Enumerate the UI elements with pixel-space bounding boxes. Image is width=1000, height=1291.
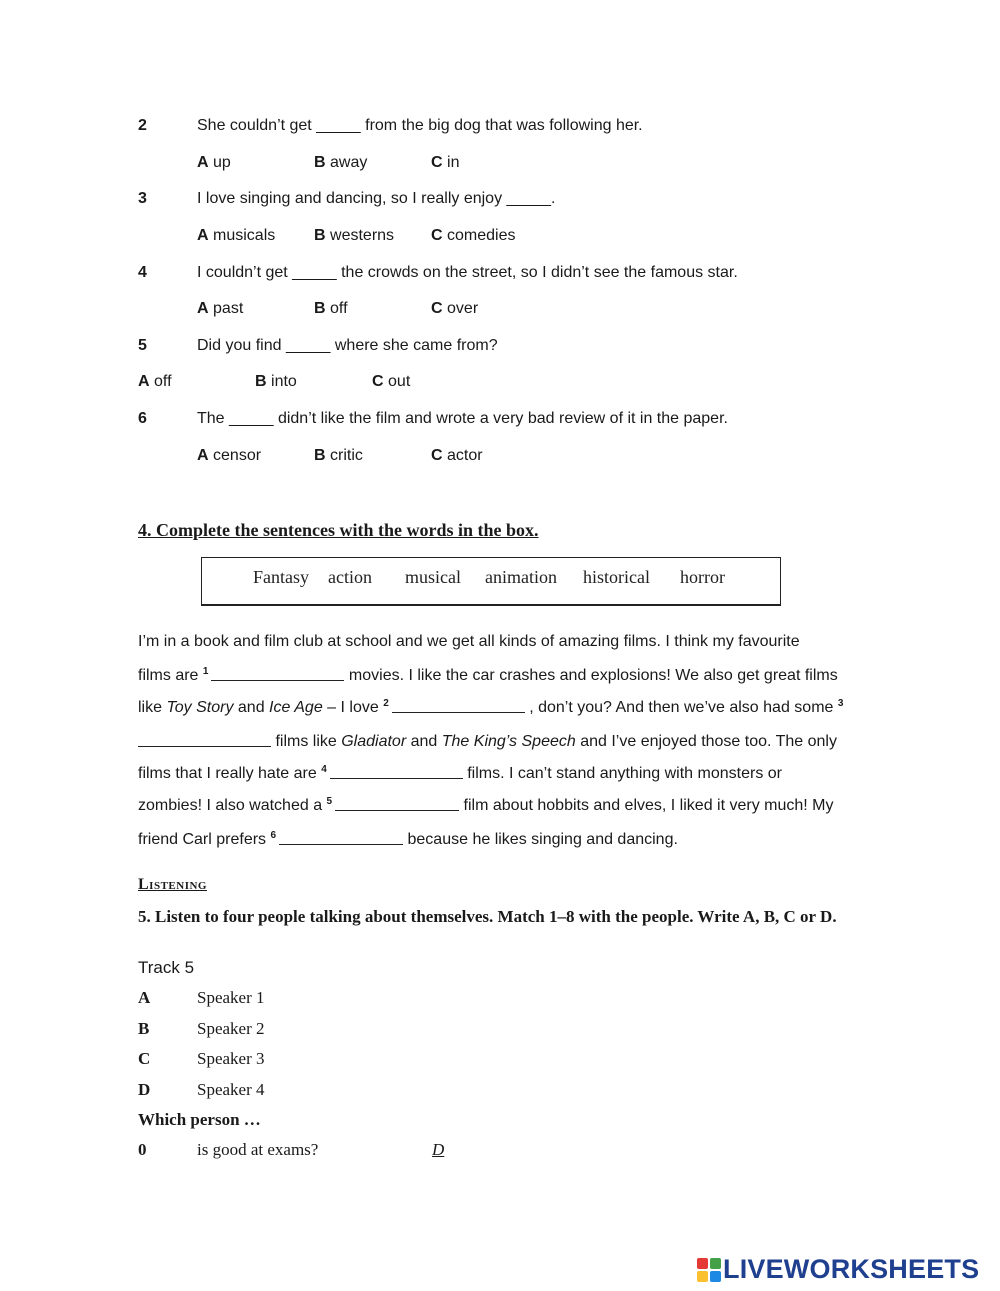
question-number: 5 <box>138 337 147 354</box>
question-number: 2 <box>138 117 147 134</box>
option-b: B westerns <box>314 227 395 244</box>
question-text: I love singing and dancing, so I really enjoy _____. <box>197 190 556 207</box>
option-c: C in <box>431 154 460 171</box>
example-number: 0 <box>138 1140 147 1159</box>
gap-number: 4 <box>321 764 327 775</box>
paragraph-line: films like Gladiator and The King’s Speech and I’ve enjoyed those too. The only <box>138 732 837 751</box>
gap-number: 6 <box>270 830 277 841</box>
box-word: animation <box>485 567 557 587</box>
paragraph-line: friend Carl prefers $^6$ because he likes singing and dancing. <box>138 830 678 848</box>
question-number: 4 <box>138 264 147 281</box>
speaker-name: Speaker 3 <box>197 1049 265 1068</box>
speaker-letter: D <box>138 1080 151 1099</box>
track-label: Track 5 <box>138 958 195 977</box>
option-b: B into <box>255 373 297 390</box>
question-text: The _____ didn’t like the film and wrote a very bad review of it in the paper. <box>197 410 728 427</box>
box-word: Fantasy <box>253 567 309 587</box>
paragraph-line: zombies! I also watched a $^5$ film about hobbits and elves, I liked it very much! My <box>138 796 834 814</box>
option-c: C out <box>372 373 411 390</box>
box-word: historical <box>583 567 650 587</box>
which-person-label: Which person … <box>138 1110 261 1129</box>
answer-blank-5[interactable] <box>335 796 459 811</box>
logo-text: LIVEWORKSHEETS <box>723 1254 980 1284</box>
question-number: 3 <box>138 190 147 207</box>
answer-blank-4[interactable] <box>330 764 463 779</box>
gap-number: 1 <box>202 666 209 677</box>
question-text: Did you find _____ where she came from? <box>197 337 498 354</box>
option-b: B off <box>314 300 348 317</box>
gap-number: 3 <box>837 698 844 709</box>
box-word: action <box>328 567 372 587</box>
speaker-name: Speaker 2 <box>197 1019 265 1038</box>
box-word: horror <box>680 567 725 587</box>
paragraph-line: like Toy Story and Ice Age – I love $^2$ , don’t you? And then we’ve also had some $^3$ <box>138 698 844 716</box>
speaker-letter: B <box>138 1019 150 1038</box>
speaker-letter: A <box>138 988 151 1007</box>
speaker-letter: C <box>138 1049 151 1068</box>
word-box <box>201 557 781 606</box>
question-number: 6 <box>138 410 147 427</box>
gap-number: 2 <box>383 698 389 709</box>
option-a: A off <box>138 373 172 390</box>
option-b: B critic <box>314 447 363 464</box>
option-c: C over <box>431 300 479 317</box>
option-a: A up <box>197 154 231 171</box>
gap-number: 5 <box>326 796 333 807</box>
paragraph-line: I’m in a book and film club at school and we get all kinds of amazing films. I think my favourite <box>138 633 800 650</box>
listening-heading: Listening <box>138 876 207 893</box>
option-a: A musicals <box>197 227 276 244</box>
speaker-name: Speaker 1 <box>197 988 265 1007</box>
section-4-heading: 4. Complete the sentences with the words in the box. <box>138 520 539 540</box>
answer-blank-3[interactable] <box>138 732 271 747</box>
paragraph-line: films are $^1$ movies. I like the car crashes and explosions! We also get great films <box>138 666 838 684</box>
question-text: She couldn’t get _____ from the big dog that was following her. <box>197 117 643 134</box>
answer-blank-6[interactable] <box>279 830 403 845</box>
option-b: B away <box>314 154 368 171</box>
option-c: C comedies <box>431 227 516 244</box>
box-word: musical <box>405 567 461 587</box>
answer-blank-2[interactable] <box>392 698 525 713</box>
option-a: A censor <box>197 447 262 464</box>
liveworksheets-blocks-icon <box>697 1258 721 1282</box>
option-c: C actor <box>431 447 483 464</box>
option-a: A past <box>197 300 244 317</box>
question-text: I couldn’t get _____ the crowds on the street, so I didn’t see the famous star. <box>197 264 738 281</box>
example-answer: D <box>432 1140 445 1159</box>
speaker-name: Speaker 4 <box>197 1080 265 1099</box>
paragraph-line: films that I really hate are $^4$ films. I can’t stand anything with monsters or <box>138 764 782 782</box>
example-text: is good at exams? <box>197 1140 319 1159</box>
answer-blank-1[interactable] <box>211 666 344 681</box>
task-5-instructions: 5. Listen to four people talking about themselves. Match 1–8 with the people. Write A, B, C or D. <box>138 907 837 926</box>
